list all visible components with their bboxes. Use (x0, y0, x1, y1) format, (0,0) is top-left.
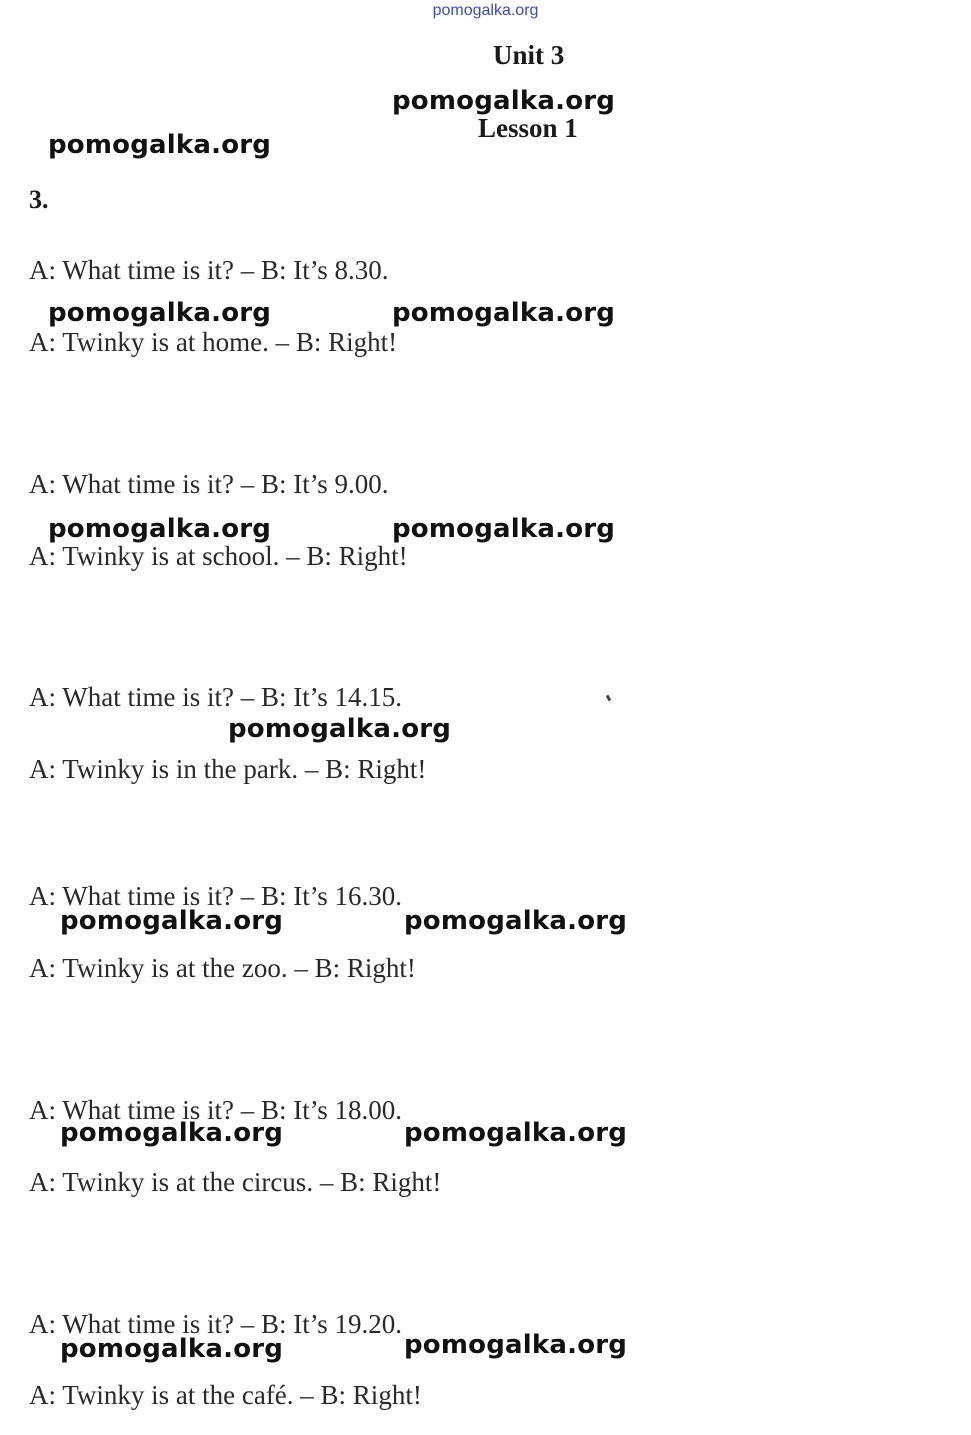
watermark: pomogalka.org (60, 906, 284, 936)
unit-title: Unit 3 (493, 40, 565, 70)
dialogue-answer: A: Twinky is in the park. – B: Right! (29, 754, 427, 784)
exercise-number: 3. (29, 185, 49, 214)
watermark: pomogalka.org (48, 130, 272, 160)
watermark: pomogalka.org (228, 714, 452, 744)
dialogue-answer: A: Twinky is at school. – B: Right! (29, 541, 408, 571)
watermark: pomogalka.org (392, 86, 616, 116)
dialogue-question: A: What time is it? – B: It’s 18.00. (29, 1095, 402, 1125)
site-link[interactable]: pomogalka.org (432, 2, 539, 19)
watermark: pomogalka.org (392, 514, 616, 544)
dialogue-answer: A: Twinky is at the circus. – B: Right! (29, 1167, 442, 1197)
lesson-title: Lesson 1 (478, 113, 578, 143)
dialogue-question: A: What time is it? – B: It’s 9.00. (29, 469, 389, 499)
dialogue-answer: A: Twinky is at home. – B: Right! (29, 327, 398, 357)
dialogue-question: A: What time is it? – B: It’s 16.30. (29, 881, 402, 911)
dialogue-question: A: What time is it? – B: It’s 8.30. (29, 255, 389, 285)
dialogue-question: A: What time is it? – B: It’s 14.15. (29, 682, 402, 712)
scan-speck (606, 695, 612, 702)
watermark: pomogalka.org (404, 1118, 628, 1148)
watermark: pomogalka.org (392, 298, 616, 328)
watermark: pomogalka.org (404, 1330, 628, 1360)
watermark: pomogalka.org (48, 514, 272, 544)
dialogue-answer: A: Twinky is at the café. – B: Right! (29, 1380, 422, 1410)
watermark: pomogalka.org (60, 1334, 284, 1364)
dialogue-question: A: What time is it? – B: It’s 19.20. (29, 1309, 402, 1339)
watermark: pomogalka.org (60, 1118, 284, 1148)
watermark: pomogalka.org (48, 298, 272, 328)
dialogue-answer: A: Twinky is at the zoo. – B: Right! (29, 953, 416, 983)
watermark: pomogalka.org (404, 906, 628, 936)
